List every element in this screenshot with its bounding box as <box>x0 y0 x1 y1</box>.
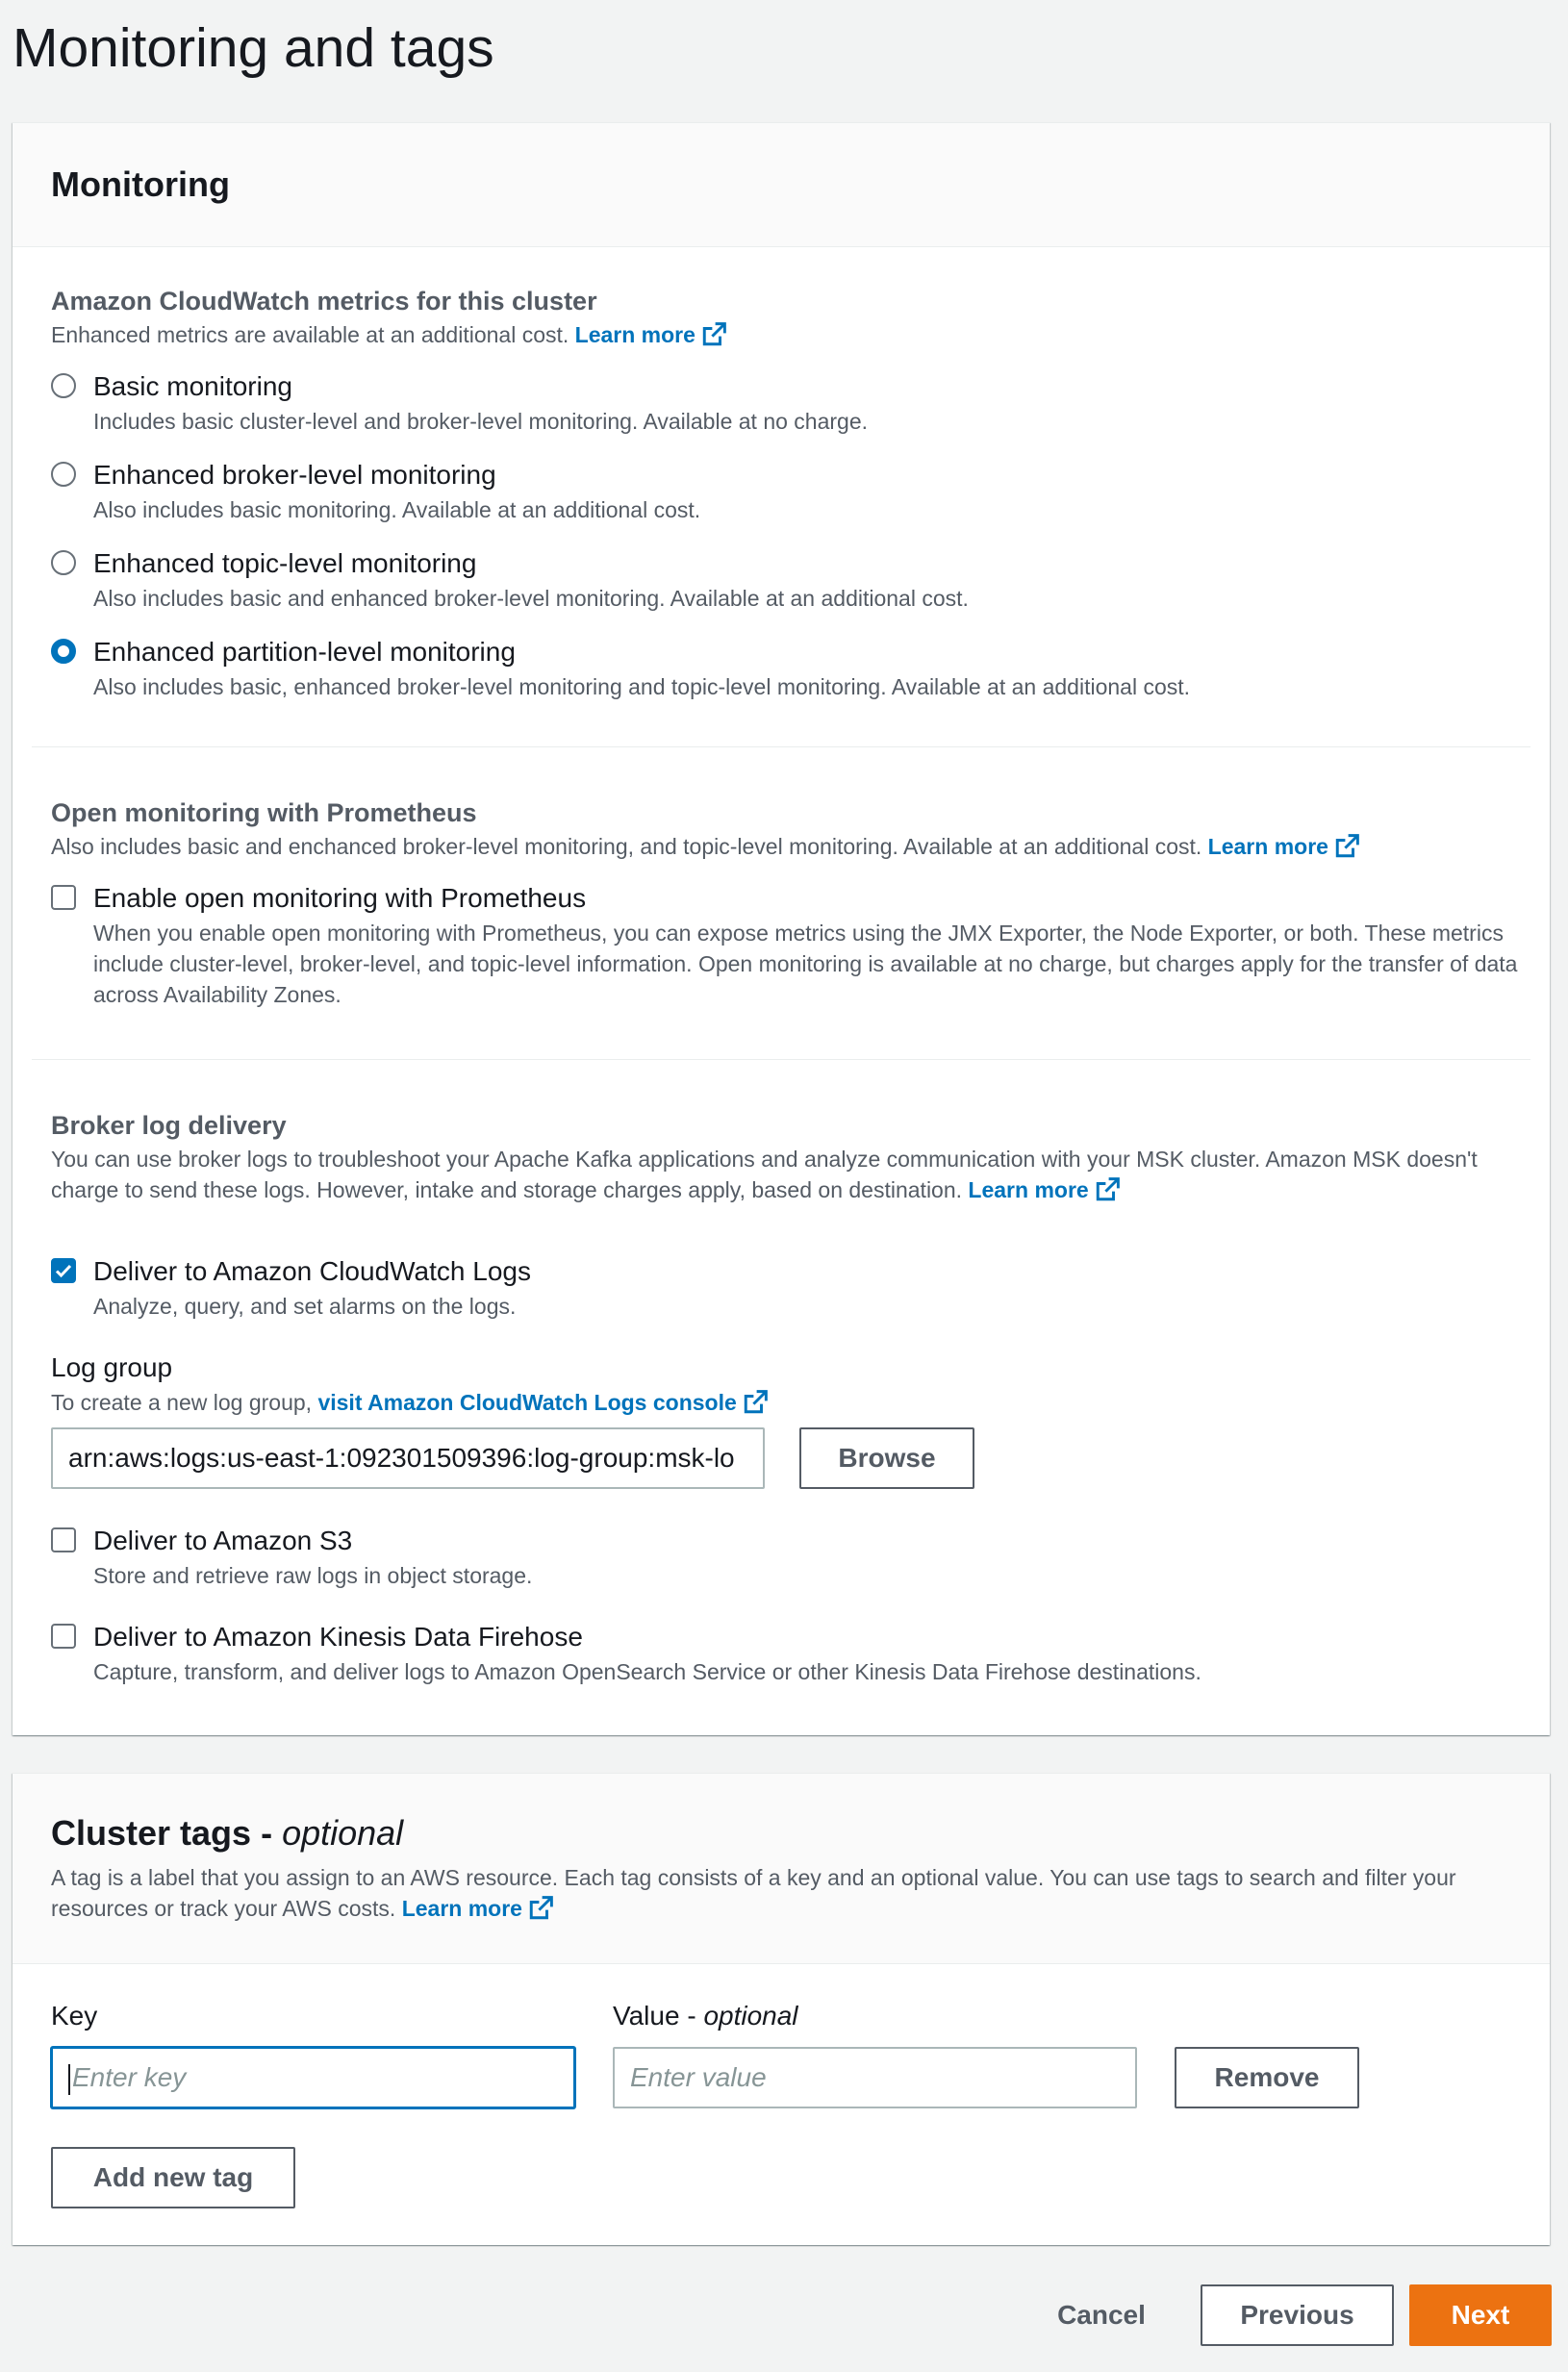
log-group-input[interactable]: arn:aws:logs:us-east-1:092301509396:log-group:msk-lo <box>51 1427 765 1489</box>
previous-button[interactable]: Previous <box>1201 2284 1394 2346</box>
log-group-label: Log group <box>51 1352 173 1382</box>
tag-key-input[interactable]: Enter key <box>51 2047 575 2108</box>
monitoring-panel-header <box>13 123 1550 247</box>
tag-value-label: Value - optional <box>613 2001 798 2031</box>
radio-label: Enhanced broker-level monitoring <box>93 460 496 490</box>
cluster-tags-panel <box>13 1773 1550 2245</box>
cluster-tags-title: Cluster tags - optional <box>51 1813 404 1853</box>
tags-learn-more-link[interactable]: Learn more <box>402 1896 553 1921</box>
tag-value-input[interactable]: Enter value <box>613 2047 1137 2108</box>
cancel-button[interactable]: Cancel <box>1057 2300 1146 2330</box>
external-link-icon <box>1095 1177 1120 1202</box>
cloudwatch-learn-more-link[interactable]: Learn more <box>575 322 726 347</box>
prometheus-title: Open monitoring with Prometheus <box>51 798 477 827</box>
next-button[interactable]: Next <box>1409 2284 1552 2346</box>
cluster-tags-description: A tag is a label that you assign to an AWS resource. Each tag consists of a key and an optional value. You can use tags to search and filter your resources or track your AWS costs. Learn more <box>51 1865 1456 1921</box>
radio-label: Enhanced topic-level monitoring <box>93 548 477 578</box>
checkmark-icon <box>54 1261 73 1280</box>
radio-button[interactable] <box>51 373 76 398</box>
text-caret <box>68 2064 70 2095</box>
log-group-hint: To create a new log group, visit Amazon CloudWatch Logs console <box>51 1387 768 1418</box>
checkbox[interactable] <box>51 1527 76 1552</box>
checkbox-label: Deliver to Amazon S3 <box>93 1526 353 1555</box>
browse-button[interactable]: Browse <box>799 1427 974 1489</box>
radio-description: Also includes basic monitoring. Available at an additional cost. <box>93 497 701 522</box>
cloudwatch-metrics-description: Enhanced metrics are available at an additional cost. Learn more <box>51 319 726 350</box>
prometheus-description: Also includes basic and enchanced broker-level monitoring, and topic-level monitoring. Available at an additional cost. Learn more <box>51 831 1359 862</box>
checkbox[interactable] <box>51 885 76 910</box>
section-divider <box>32 1059 1530 1060</box>
radio-label: Enhanced partition-level monitoring <box>93 637 516 667</box>
checkbox-label: Deliver to Amazon Kinesis Data Firehose <box>93 1622 583 1652</box>
radio-description: Also includes basic, enhanced broker-level monitoring and topic-level monitoring. Available at an additional cost. <box>93 674 1191 699</box>
radio-description: Includes basic cluster-level and broker-level monitoring. Available at no charge. <box>93 409 869 434</box>
broker-logs-learn-more-link[interactable]: Learn more <box>968 1177 1119 1202</box>
monitoring-panel <box>13 122 1550 1735</box>
checkbox-description: Capture, transform, and deliver logs to Amazon OpenSearch Service or other Kinesis Data Firehose destinations. <box>93 1659 1201 1684</box>
monitoring-title: Monitoring <box>51 164 230 204</box>
radio-button-selected[interactable] <box>51 639 76 664</box>
remove-tag-button[interactable]: Remove <box>1175 2047 1359 2108</box>
external-link-icon <box>528 1896 553 1921</box>
cluster-tags-header <box>13 1774 1550 1964</box>
checkbox[interactable] <box>51 1624 76 1649</box>
checkbox-description: When you enable open monitoring with Prometheus, you can expose metrics using the JMX Exporter, the Node Exporter, or both. These metrics include cluster-level, broker-level, and topic-level information. Open monitoring is available at no charge, but charges apply for the transfer of data across Availability Zones. <box>93 921 1518 1007</box>
checkbox-description: Store and retrieve raw logs in object storage. <box>93 1563 533 1588</box>
external-link-icon <box>1334 834 1359 859</box>
radio-button[interactable] <box>51 462 76 487</box>
section-divider <box>32 746 1530 747</box>
external-link-icon <box>743 1390 768 1415</box>
checkbox-description: Analyze, query, and set alarms on the logs. <box>93 1294 517 1319</box>
radio-button[interactable] <box>51 550 76 575</box>
cloudwatch-metrics-title: Amazon CloudWatch metrics for this cluster <box>51 287 597 315</box>
checkbox-label: Enable open monitoring with Prometheus <box>93 883 587 913</box>
broker-log-delivery-description: You can use broker logs to troubleshoot your Apache Kafka applications and analyze communication with your MSK cluster. Amazon MSK doesn't charge to send these logs. However, intake and storage charges apply, based on destination. Learn more <box>51 1147 1478 1202</box>
checkbox-checked[interactable] <box>51 1258 76 1283</box>
broker-log-delivery-title: Broker log delivery <box>51 1111 287 1140</box>
radio-description: Also includes basic and enhanced broker-level monitoring. Available at an additional cost. <box>93 586 969 611</box>
cloudwatch-logs-console-link[interactable]: visit Amazon CloudWatch Logs console <box>317 1390 767 1415</box>
tag-key-label: Key <box>51 2001 98 2031</box>
external-link-icon <box>701 322 726 347</box>
radio-label: Basic monitoring <box>93 371 292 401</box>
checkbox-label: Deliver to Amazon CloudWatch Logs <box>93 1256 531 1286</box>
page-title: Monitoring and tags <box>13 17 494 79</box>
prometheus-learn-more-link[interactable]: Learn more <box>1208 834 1359 859</box>
add-new-tag-button[interactable]: Add new tag <box>51 2147 295 2208</box>
